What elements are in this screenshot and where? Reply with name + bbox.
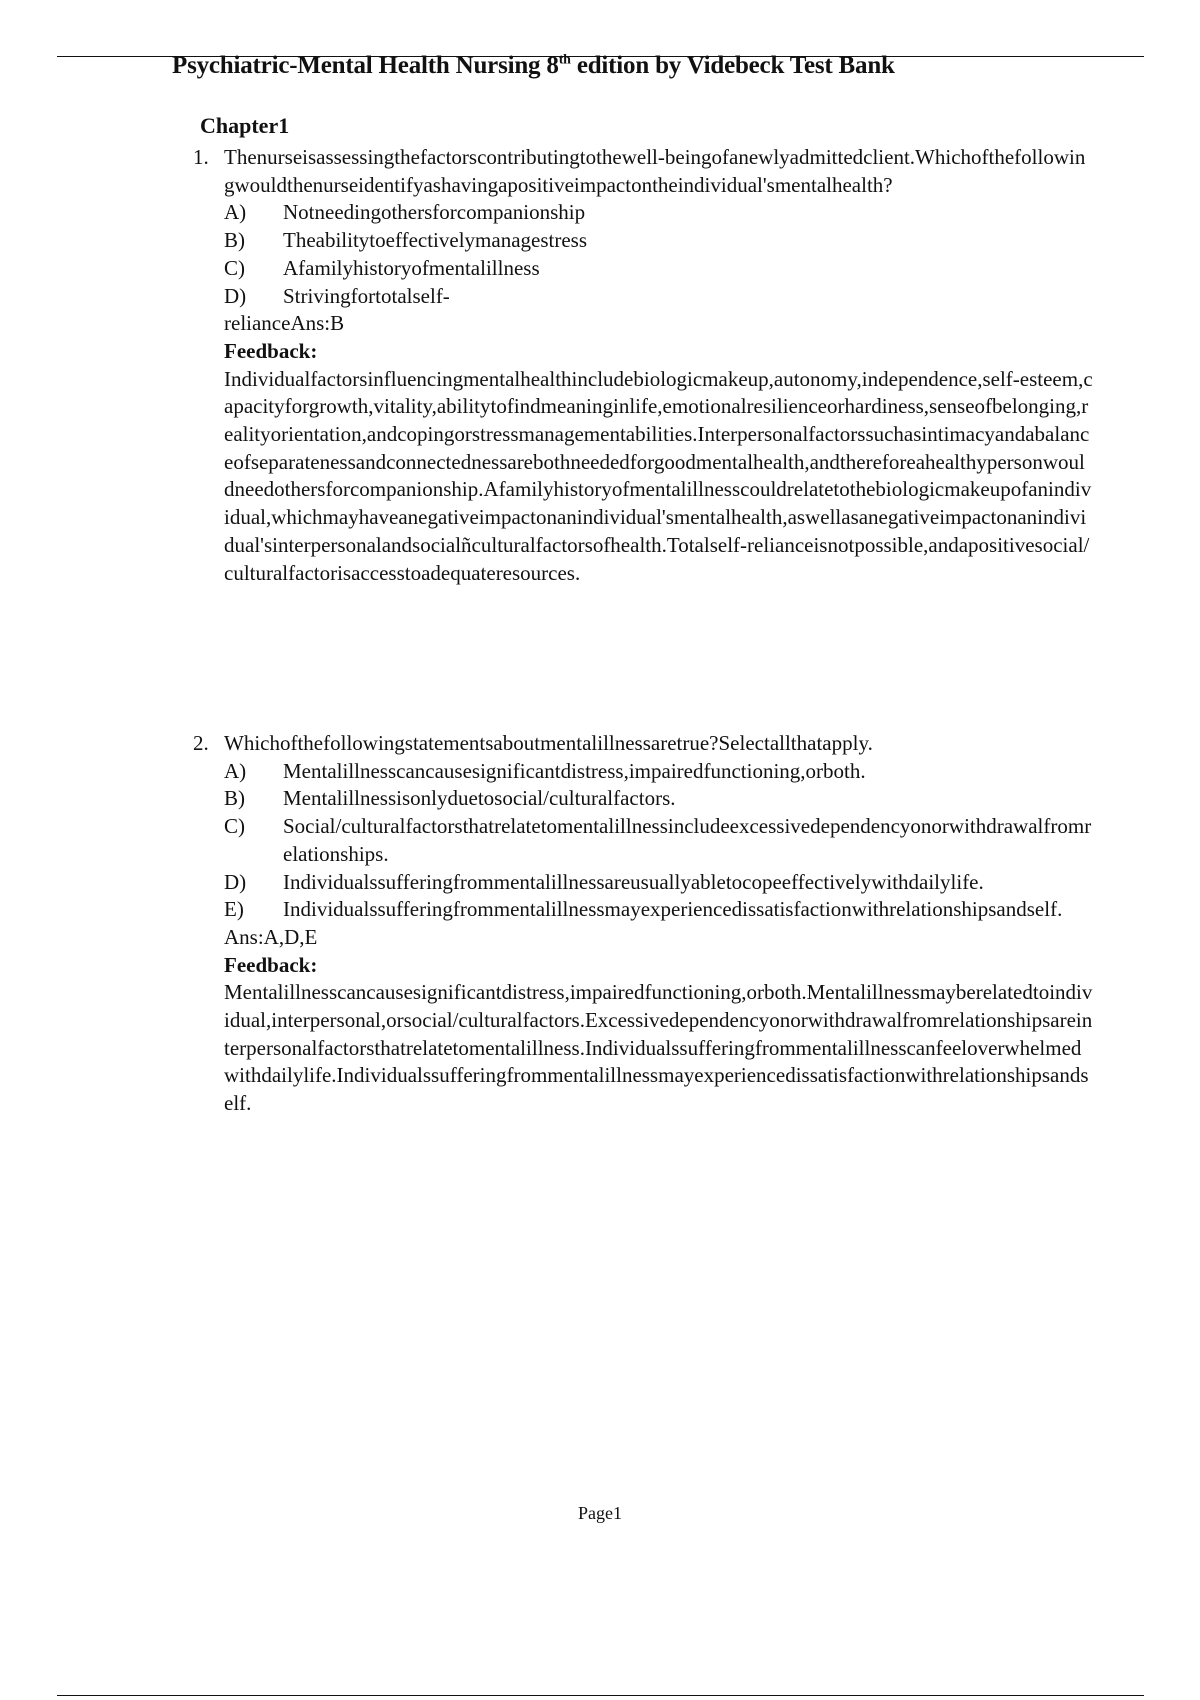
question-1-option-b [193,227,1093,255]
question-2-option-e [193,896,1093,924]
option-text: Individualssufferingfrommentalillnessmayexperiencedissatisfactionwithrelationshipsandself. [283,897,1063,922]
option-letter: E) [224,897,244,922]
title-superscript: th [558,52,571,68]
question-1-stem-row [193,144,1093,199]
chapter-heading: Chapter1 [200,113,290,138]
option-text: Social/culturalfactorsthatrelatetomentalillnessincludeexcessivedependencyonorwithdrawalfromrelationships. [283,814,1092,866]
option-text: Notneedingothersforcompanionship [283,200,586,225]
page-number: Page1 [578,1503,622,1523]
option-text: Mentalillnessisonlyduetosocial/culturalfactors. [283,786,676,811]
question-2 [193,730,1093,1118]
question-2-stem-row [193,730,1093,758]
question-1-feedback: Individualfactorsinfluencingmentalhealthincludebiologicmakeup,autonomy,independence,self-esteem,capacityforgrowth,vitality,abilitytofindmeaninginlife,emotionalresilienceorhardiness,senseofbelonging,realityorientation,andcopingorstressmanagementabilities.Interpersonalfactorssuchasintimacyandabalanceofseparatenessandconnectednessarebothneededforgoodmentalhealth,andthereforeahealthypersonwouldneedothersforcompanionship.Afamilyhistoryofmentalillnesscouldrelatetothebiologicmakeupofanindividual,whichmayhaveanegativeimpactonanindividual'smentalhealth,aswellasanegativeimpactonanindividual'sinterpersonalandsocialñculturalfactorsofhealth.Totalself-relianceisnotpossible,andapositivesocial/culturalfactorisaccesstoadequateresources. [224,366,1093,585]
question-2-option-d [193,869,1093,897]
question-1-option-c [193,255,1093,283]
question-1-option-a [193,199,1093,227]
option-text: Theabilitytoeffectivelymanagestress [283,228,587,253]
option-letter: D) [224,869,247,894]
option-letter: B) [224,786,245,811]
option-text: Individualssufferingfrommentalillnessareusuallyabletocopeeffectivelywithdailylife. [283,869,984,894]
question-2-stem: Whichofthefollowingstatementsaboutmentalillnessaretrue?Selectallthatapply. [224,731,873,755]
question-2-answer: Ans:A,D,E [224,924,318,949]
question-2-option-a [193,758,1093,786]
question-2-option-b [193,785,1093,813]
option-text: Strivingfortotalself- [283,283,450,308]
title-suffix: edition by Videbeck Test Bank [570,52,895,79]
question-1-answer: relianceAns:B [224,311,345,336]
question-1-option-d [193,283,1093,311]
question-1-number: 1. [193,145,209,169]
question-2-feedback: Mentalillnesscancausesignificantdistress,impairedfunctioning,orboth.Mentalillnessmayberelatedtoindividual,interpersonal,orsocial/culturalfactors.Excessivedependencyonorwithdrawalfromrelationshipsareinterpersonalfactorsthatrelatetomentalillness.Individualssufferingfrommentalillnesscanfeeloverwhelmedwithdailylife.Individualssufferingfrommentalillnessmayexperiencedissatisfactionwithrelationshipsandself. [224,980,1093,1116]
option-letter: A) [224,758,247,783]
title-prefix: Psychiatric-Mental Health Nursing 8 [172,52,559,79]
option-letter: D) [224,283,247,308]
question-2-number: 2. [193,731,209,755]
option-letter: B) [224,228,245,253]
document-title [172,52,895,80]
option-letter: C) [224,255,245,280]
option-text: Mentalillnesscancausesignificantdistress,impairedfunctioning,orboth. [283,758,866,783]
bottom-rule [57,1695,1144,1696]
question-1 [193,144,1093,587]
question-1-stem: Thenurseisassessingthefactorscontributingtothewell-beingofanewlyadmittedclient.Whichofthefollowingwouldthenurseidentifyashavingapositiveimpactontheindividual'smentalhealth? [224,145,1086,197]
question-2-option-c [193,813,1093,868]
option-letter: C) [224,814,245,839]
question-1-feedback-label: Feedback: [224,338,318,363]
question-2-feedback-label: Feedback: [224,952,318,977]
option-text: Afamilyhistoryofmentalillness [283,255,540,280]
option-letter: A) [224,200,247,225]
